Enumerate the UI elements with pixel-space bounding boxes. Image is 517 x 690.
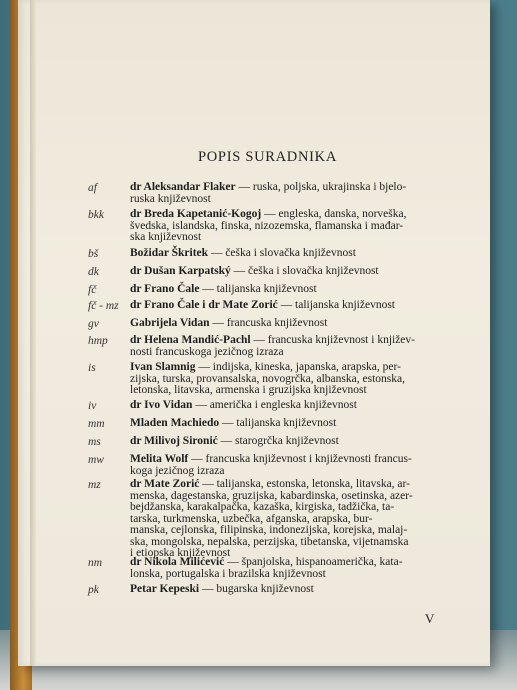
- contributor-description: [130, 266, 435, 278]
- description-text: manska, cejlonska, filipinska, indonezijska, korejska, malaj-: [130, 524, 408, 536]
- description-text: — talijanska, estonska, letonska, litavska, ar-: [199, 478, 410, 490]
- description-text: — engleska, danska, norveška,: [261, 208, 407, 220]
- page-title: POPIS SURADNIKA: [198, 149, 338, 165]
- contributor-name: dr Nikola Milićević: [130, 556, 225, 568]
- contributor-abbreviation: mz: [88, 479, 101, 491]
- contributor-name: dr Ivo Vidan: [130, 399, 193, 411]
- description-text: — francuska književnost i književ-: [250, 334, 415, 346]
- description-text: menska, dagestanska, gruzijska, kabardinska, osetinska, azer-: [130, 489, 413, 502]
- contributor-name: dr Breda Kapetanić-Kogoj: [130, 208, 262, 220]
- description-line: [130, 284, 435, 296]
- description-text: — bugarska književnost: [199, 583, 314, 595]
- description-line: [130, 584, 435, 596]
- contributor-name: Gabrijela Vidan: [130, 317, 210, 329]
- description-text: — francuska književnost i književnosti francus-: [188, 453, 412, 465]
- description-text: — talijanska književnost: [219, 417, 337, 429]
- contributor-description: [130, 300, 435, 312]
- contributor-abbreviation: nm: [88, 557, 103, 569]
- contributor-abbreviation: ms: [88, 436, 101, 448]
- description-text: zijska, turska, provansalska, novogrčka, albanska, estonska,: [130, 372, 405, 385]
- contributor-abbreviation: hmp: [88, 335, 108, 347]
- description-text: — starogrčka književnost: [217, 435, 339, 447]
- description-line: [130, 232, 435, 244]
- contributor-name: Božidar Škritek: [130, 247, 209, 259]
- description-line: [130, 385, 435, 397]
- contributor-abbreviation: mw: [88, 454, 104, 466]
- contributor-abbreviation: af: [88, 182, 97, 194]
- contributor-name: Melita Wolf: [130, 453, 189, 465]
- description-line: [130, 436, 435, 448]
- description-line: [130, 266, 435, 278]
- page-number: V: [425, 611, 435, 626]
- contributor-description: [130, 557, 435, 580]
- description-text: — češka i slovačka književnost: [230, 265, 379, 277]
- contributor-name: dr Aleksandar Flaker: [130, 181, 236, 193]
- contributor-description: [130, 436, 435, 448]
- description-line: [130, 569, 435, 581]
- contributor-description: [130, 248, 435, 260]
- contributor-abbreviation: fč - mz: [88, 300, 119, 312]
- description-line: [130, 300, 435, 312]
- description-line: [130, 347, 435, 359]
- description-line: [130, 194, 435, 206]
- contributor-abbreviation: is: [88, 362, 96, 374]
- contributor-description: [130, 362, 435, 397]
- description-text: nosti francuskoga jezičnog izraza: [130, 345, 284, 358]
- contributor-abbreviation: gv: [88, 318, 99, 330]
- contributor-name: dr Dušan Karpatský: [130, 265, 231, 277]
- description-text: — španjolska, hispanoamerička, kata-: [224, 556, 403, 568]
- description-text: tarska, turkmenska, uzbečka, afganska, arapska, bur-: [130, 512, 373, 525]
- description-text: — češka i slovačka književnost: [208, 247, 356, 259]
- description-text: — talijanska književnost: [199, 283, 317, 295]
- description-text: koga jezičnog izraza: [130, 464, 225, 477]
- contributor-abbreviation: fč: [88, 284, 97, 296]
- description-text: — talijanska književnost: [277, 299, 395, 311]
- contributor-name: dr Frano Čale: [130, 283, 200, 295]
- contributor-description: [130, 209, 435, 244]
- contributor-abbreviation: bkk: [88, 209, 104, 221]
- contributor-name: Ivan Slamnig: [130, 361, 196, 373]
- contributor-description: [130, 335, 435, 358]
- description-text: švedska, islandska, finska, nizozemska, flamanska i mađar-: [130, 219, 404, 232]
- contributor-description: [130, 454, 435, 477]
- description-text: — američka i engleska književnost: [192, 399, 357, 411]
- contributor-description: [130, 584, 435, 596]
- page-gutter: [30, 0, 36, 666]
- contributor-description: [130, 479, 435, 560]
- contributor-name: dr Mate Zorić: [130, 478, 200, 490]
- description-text: lonska, portugalska i brazilska književnost: [130, 567, 326, 580]
- description-text: i etiopska književnost: [130, 547, 231, 559]
- contributor-abbreviation: mm: [88, 418, 105, 430]
- description-line: [130, 418, 435, 430]
- contributor-name: Petar Kepeski: [130, 583, 200, 595]
- description-line: [130, 466, 435, 478]
- description-line: [130, 318, 435, 330]
- description-text: ska književnost: [130, 231, 202, 243]
- contributor-abbreviation: pk: [88, 584, 99, 596]
- description-text: letonska, litavska, armenska i gruzijska književnost: [130, 384, 367, 396]
- contributor-name: dr Helena Mandić-Pachl: [130, 334, 251, 346]
- contributor-abbreviation: iv: [88, 400, 97, 412]
- contributor-description: [130, 318, 435, 330]
- description-line: [130, 400, 435, 412]
- contributor-name: dr Milivoj Sironić: [130, 435, 218, 447]
- contributor-name: dr Frano Čale i dr Mate Zorić: [130, 299, 278, 311]
- contributor-abbreviation: bš: [88, 248, 99, 260]
- contributor-description: [130, 418, 435, 430]
- description-text: ruska književnost: [130, 192, 211, 205]
- contributor-description: [130, 284, 435, 296]
- description-text: — francuska književnost: [209, 317, 328, 329]
- contributor-description: [130, 182, 435, 205]
- contributor-description: [130, 400, 435, 412]
- description-line: [130, 248, 435, 260]
- description-text: — ruska, poljska, ukrajinska i bjelo-: [235, 181, 407, 193]
- description-text: — indijska, kineska, japanska, arapska, per-: [195, 361, 401, 373]
- contributor-abbreviation: dk: [88, 266, 99, 278]
- description-text: bejdžanska, karakalpačka, kazaška, kirgiska, tadžička, ta-: [130, 501, 395, 513]
- contributor-name: Mladen Machiedo: [130, 417, 220, 429]
- description-text: ska, mongolska, nepalska, perzijska, tibetanska, vijetnamska: [130, 535, 409, 548]
